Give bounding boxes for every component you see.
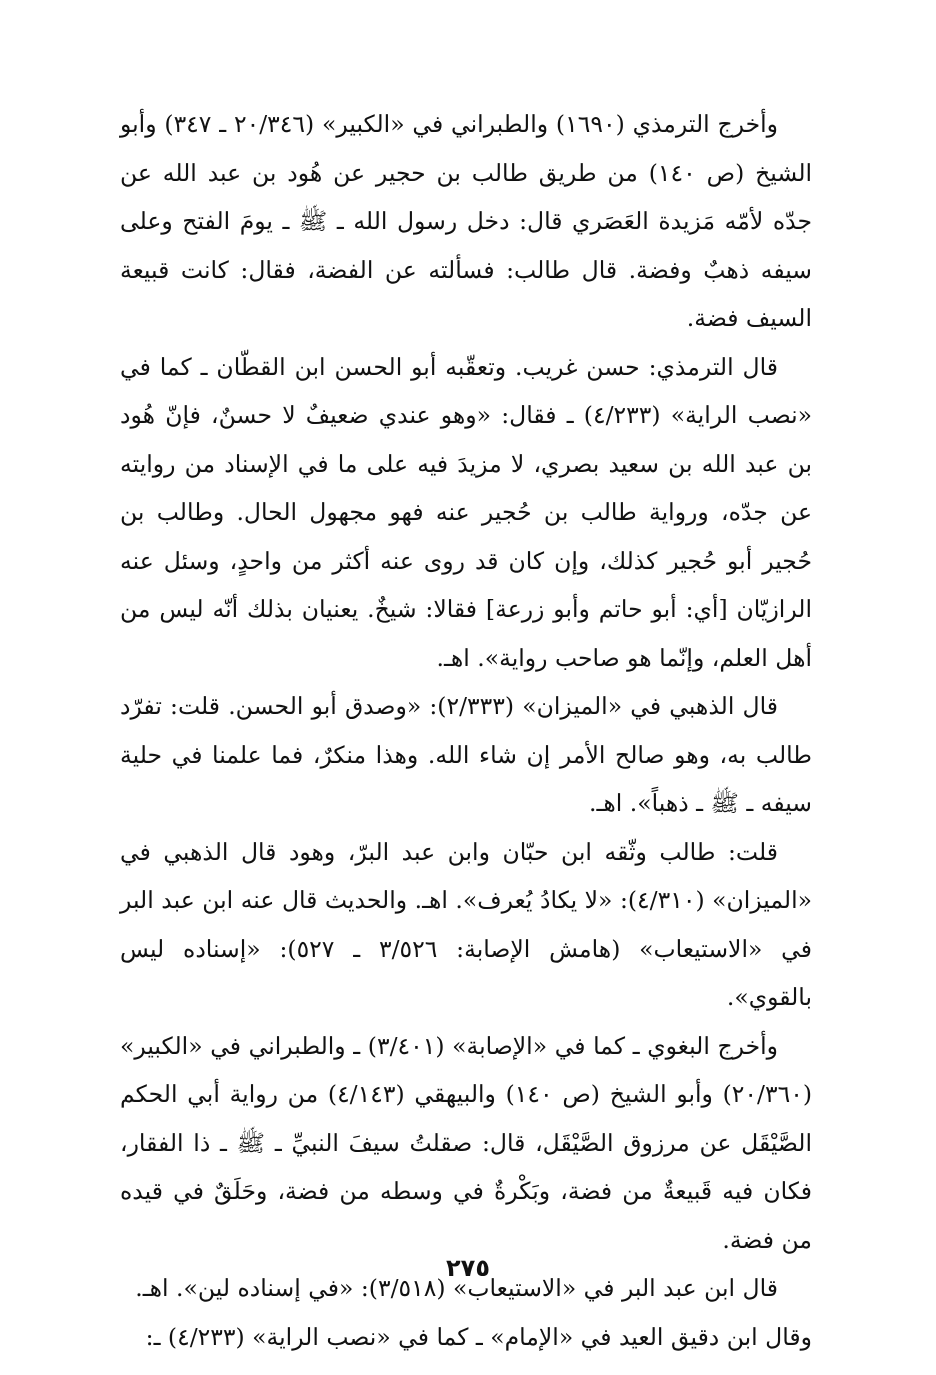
paragraph: قال الذهبي في «الميزان» (٢/٣٣٣): «وصدق أبو الحسن. قلت: تفرّد طالب به، وهو صالح الأمر إن شاء الله. وهذا منكرٌ، فما علمنا في حلية سيفه ـ ﷺ ـ ذهباً». اهـ. [120,692,812,817]
page-number: ٢٧٥ [446,1254,490,1282]
paragraph: وأخرج الترمذي (١٦٩٠) والطبراني في «الكبير» (٢٠/٣٤٦ ـ ٣٤٧) وأبو الشيخ (ص ١٤٠) من طريق طالب بن حجير عن هُود بن عبد الله عن جدّه لأمّه مَزيدة العَصَري قال: دخل رسول الله ـ ﷺ ـ يومَ الفتح وعلى سيفه ذهبٌ وفضة. قال طالب: فسألته عن الفضة، فقال: كانت قبيعة السيف فضة. [120,110,813,332]
paragraph: قال ابن عبد البر في «الاستيعاب» (٣/٥١٨): «في إسناده لين». اهـ. [135,1274,778,1302]
paragraph: وقال ابن دقيق العيد في «الإمام» ـ كما في «نصب الراية» (٤/٢٣٣) ـ: [145,1322,812,1351]
paragraph: قلت: طالب وثّقه ابن حبّان وابن عبد البرّ، وهود قال الذهبي في «الميزان» (٤/٣١٠): «لا يكادُ يُعرف». اهـ. والحديث قال عنه ابن عبد البر في «الاستيعاب» (هامش الإصابة: ٣/٥٢٦ ـ ٥٢٧): «إسناده ليس بالقوي». [120,837,813,1011]
paragraph: قال الترمذي: حسن غريب. وتعقّبه أبو الحسن ابن القطّان ـ كما في «نصب الراية» (٤/٢٣٣) ـ فقال: «وهو عندي ضعيفٌ لا حسنٌ، فإنّ هُود بن عبد الله بن سعيد بصري، لا مزيدَ فيه على ما في الإسناد من روايته عن جدّه، ورواية طالب بن حُجير عنه فهو مجهول الحال. وطالب بن حُجير أبو حُجير كذلك، وإن كان قد روى عنه أكثر من واحدٍ، وسئل عنه الرازيّان [أي: أبو حاتم وأبو زرعة] فقالا: شيخٌ. يعنيان بذلك أنّه ليس من أهل العلم، وإنّما هو صاحب رواية». اهـ. [120,352,812,672]
paragraph: وأخرج البغوي ـ كما في «الإصابة» (٣/٤٠١) ـ والطبراني في «الكبير» (٢٠/٣٦٠) وأبو الشيخ (ص ١٤٠) والبيهقي (٤/١٤٣) من رواية أبي الحكم الصَّيْقَل عن مرزوق الصَّيْقَل، قال: صقلتُ سيفَ النبيِّ ـ ﷺ ـ ذا الفقار، فكان فيه قَبيعةٌ من فضة، وبَكْرةٌ في وسطه من فضة، وحَلَقٌ في قيده من فضة. [120,1031,812,1254]
body-text [120,100,812,1361]
